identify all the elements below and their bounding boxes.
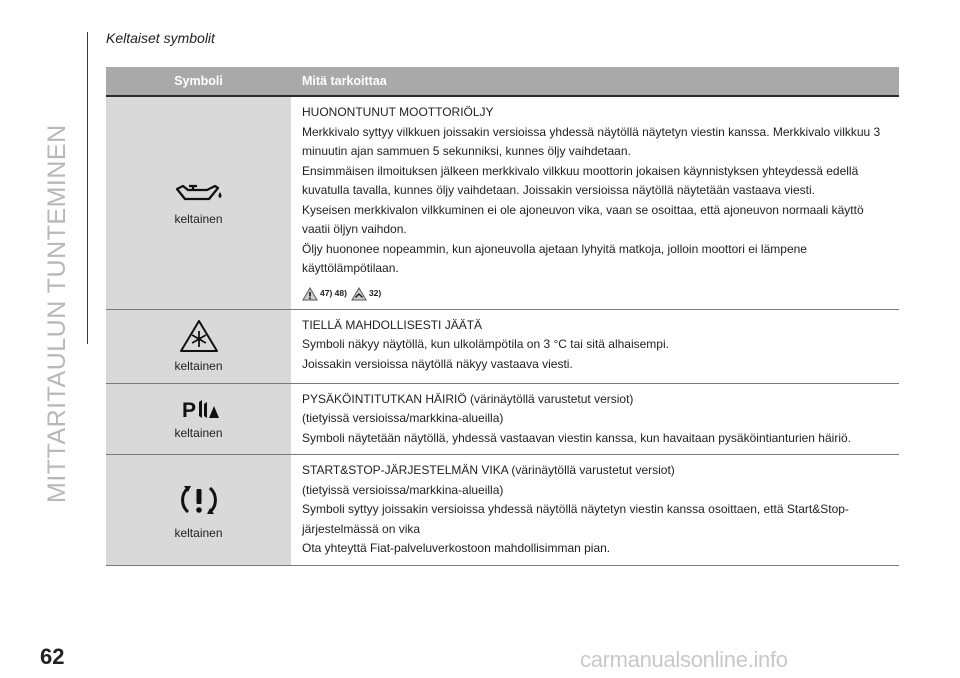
symbol-cell <box>106 96 291 309</box>
table-row <box>106 309 899 383</box>
row-title: START&STOP-JÄRJESTELMÄN VIKA (värinäytöllä varustetut versiot) <box>302 463 675 477</box>
table-header-row <box>106 67 899 96</box>
snowflake-warning-icon <box>179 319 219 353</box>
parking-sensor-icon <box>179 398 219 420</box>
color-label: keltainen <box>174 359 223 373</box>
color-label: keltainen <box>174 525 223 540</box>
side-chapter-title: MITTARITAULUN TUNTEMINEN <box>43 124 71 503</box>
column-header-meaning: Mitä tarkoittaa <box>291 67 899 96</box>
table-row <box>106 455 899 566</box>
table-row <box>106 383 899 455</box>
row-paragraph: (tietyissä versioissa/markkina-alueilla) <box>302 482 504 497</box>
row-paragraph: (tietyissä versioissa/markkina-alueilla) <box>302 411 504 425</box>
row-paragraph: Symboli näytetään näytöllä, yhdessä vastaavan viestin kanssa, kun havaitaan pysäköintianturien häiriö. <box>302 430 851 445</box>
row-paragraph: Symboli syttyy joissakin versioissa yhdessä näytöllä näytetyn viestin kanssa osoittaen, että Start&Stop-järjestelmässä on vika <box>302 502 849 536</box>
reference-line <box>302 285 891 303</box>
start-stop-failure-icon <box>179 480 219 520</box>
symbol-cell <box>106 383 291 455</box>
warning-triangle-icon <box>302 287 318 301</box>
row-paragraph: Öljy huononee nopeammin, kun ajoneuvolla ajetaan lyhyitä matkoja, jolloin moottori ei lämpene käyttölämpötilaan. <box>302 241 807 275</box>
symbol-cell <box>106 455 291 566</box>
description-cell <box>291 455 899 566</box>
watermark: carmanualsonline.info <box>580 647 788 672</box>
row-paragraph: Ota yhteyttä Fiat-palveluverkostoon mahdollisimman pian. <box>302 541 611 555</box>
row-paragraph: Kyseisen merkkivalon vilkkuminen ei ole ajoneuvon vika, vaan se osoittaa, että ajoneuvon normaali käyttö vaatii öljyn vaihdon. <box>302 202 864 236</box>
section-title: Keltaiset symbolit <box>106 30 215 46</box>
page-number: 62 <box>40 644 65 669</box>
symbol-cell <box>106 309 291 383</box>
row-paragraph: Joissakin versioissa näytöllä näkyy vastaava viesti. <box>302 356 573 371</box>
row-paragraph: Merkkivalo syttyy vilkkuen joissakin versioissa yhdessä näytöllä näytetyn viestin kanssa. Merkkivalo vilkkuu 3 minuutin ajan sammuen 5 sekunniksi, kunnes öljy vaihdetaan. <box>302 124 881 158</box>
row-title: HUONONTUNUT MOOTTORIÖLJY <box>302 105 494 119</box>
description-cell <box>291 96 899 309</box>
column-header-symbol: Symboli <box>106 67 291 96</box>
oil-can-icon <box>174 180 224 206</box>
svg-text:P: P <box>181 398 196 420</box>
note-triangle-icon <box>351 287 367 301</box>
description-cell <box>291 383 899 455</box>
color-label: keltainen <box>174 425 223 440</box>
row-title: TIELLÄ MAHDOLLISESTI JÄÄTÄ <box>302 317 483 332</box>
note-refs: 32) <box>368 287 382 298</box>
table-row <box>106 96 899 309</box>
warning-refs: 47) 48) <box>320 287 347 298</box>
side-divider <box>87 32 88 344</box>
row-title: PYSÄKÖINTITUTKAN HÄIRIÖ (värinäytöllä varustetut versiot) <box>302 391 634 406</box>
row-paragraph: Ensimmäisen ilmoituksen jälkeen merkkivalo vilkkuu moottorin jokaisen käynnistyksen yhteydessä edellä kuvatulla tavalla, kunnes öljy vaihdetaan. Joissakin versioissa näytöllä näytetään vastaava viesti. <box>302 163 859 197</box>
row-paragraph: Symboli näkyy näytöllä, kun ulkolämpötila on 3 °C tai sitä alhaisempi. <box>302 337 669 351</box>
color-label: keltainen <box>174 211 223 226</box>
description-cell <box>291 309 899 383</box>
symbol-table <box>106 67 899 566</box>
